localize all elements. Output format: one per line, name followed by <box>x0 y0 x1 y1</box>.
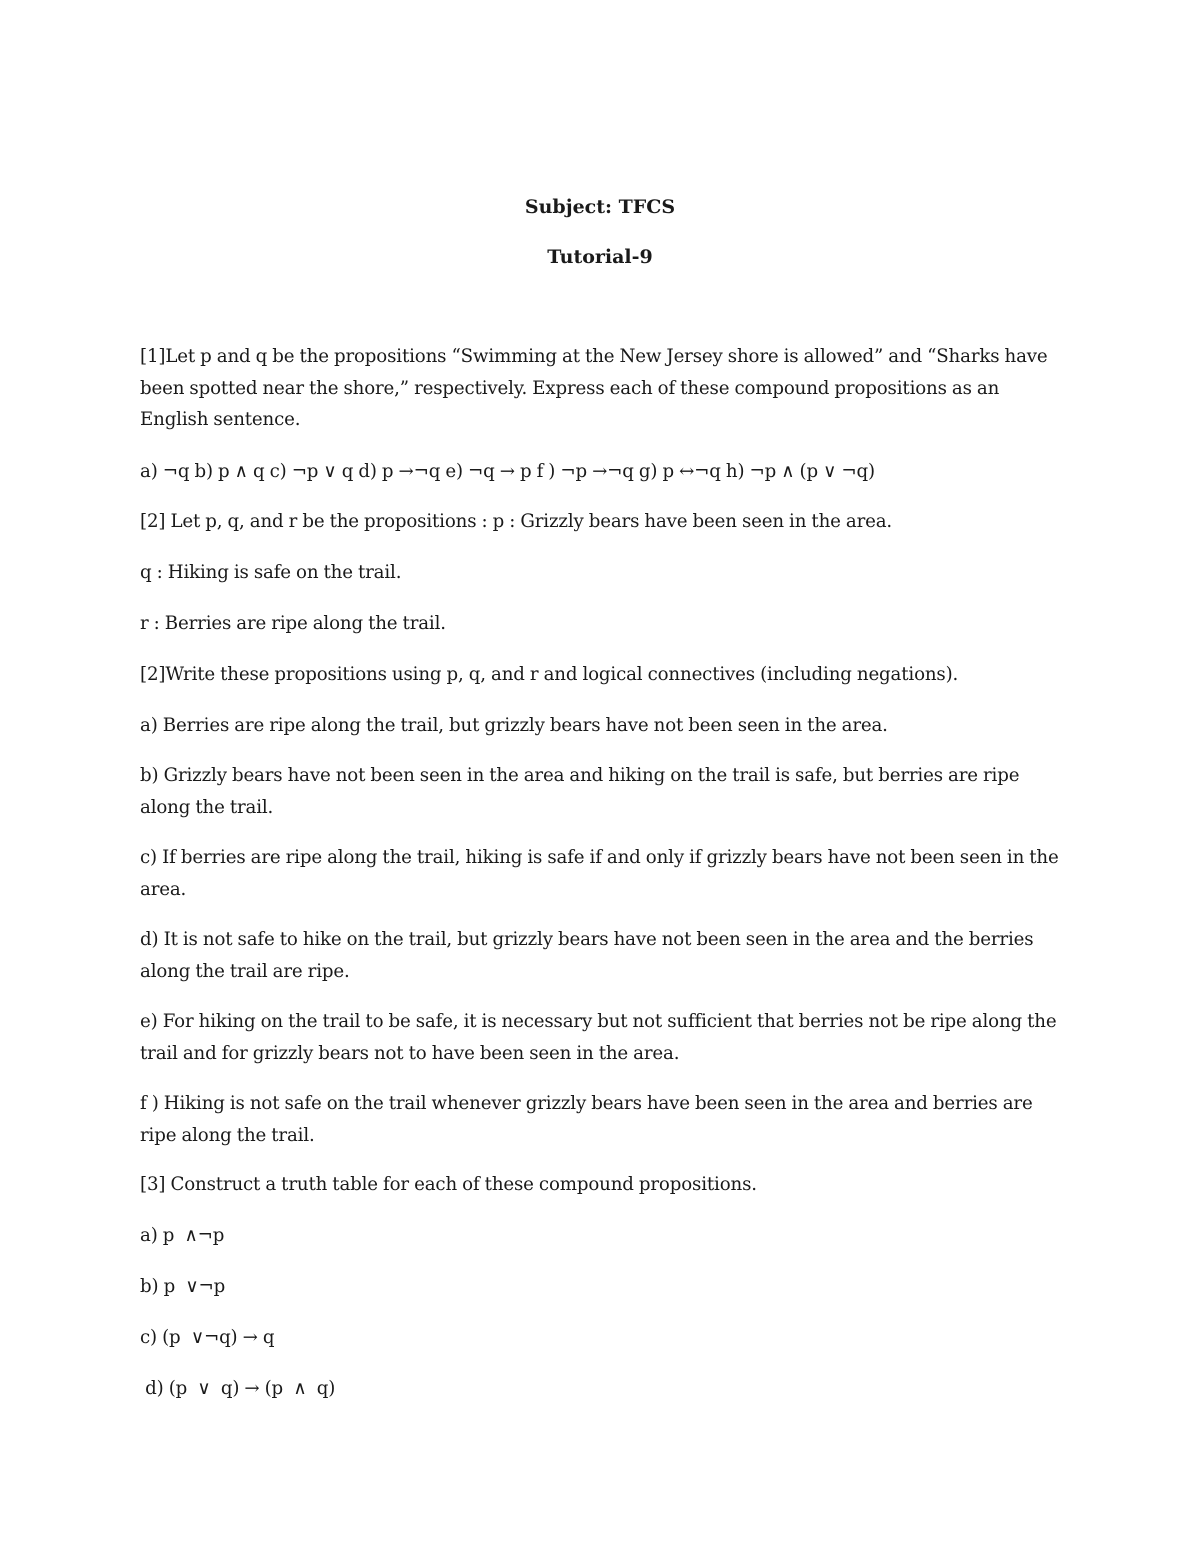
question-2-part-d: d) It is not safe to hike on the trail, but grizzly bears have not been seen in the area and the berries along the trail are ripe. <box>140 929 1034 982</box>
question-3-part-d: d) (p ∨ q) → (p ∧ q) <box>140 1378 336 1399</box>
question-3-part-c: c) (p ∨¬q) → q <box>140 1327 275 1348</box>
question-3-part-a: a) p ∧¬p <box>140 1225 225 1246</box>
proposition-q-definition: q : Hiking is safe on the trail. <box>140 562 402 583</box>
question-3-part-b: b) p ∨¬p <box>140 1276 226 1297</box>
question-2-part-a: a) Berries are ripe along the trail, but grizzly bears have not been seen in the area. <box>140 715 888 736</box>
question-2-instruction: [2]Write these propositions using p, q, and r and logical connectives (including negations). <box>140 664 959 685</box>
proposition-r-definition: r : Berries are ripe along the trail. <box>140 613 446 634</box>
question-2-part-f: f ) Hiking is not safe on the trail whenever grizzly bears have been seen in the area and berries are ripe along the trail. <box>140 1093 1033 1146</box>
question-1-parts: a) ¬q b) p ∧ q c) ¬p ∨ q d) p →¬q e) ¬q → p f ) ¬p →¬q g) p ↔¬q h) ¬p ∧ (p ∨ ¬q) <box>140 461 875 482</box>
subject-heading: Subject: TFCS <box>524 196 676 218</box>
question-1-intro: [1]Let p and q be the propositions “Swimming at the New Jersey shore is allowed” and “Sharks have been spotted near the shore,” respectively. Express each of these compound propositions as an English sentence. <box>140 346 1048 430</box>
question-2-intro: [2] Let p, q, and r be the propositions : p : Grizzly bears have been seen in the area. <box>140 511 893 532</box>
question-3-intro: [3] Construct a truth table for each of these compound propositions. <box>140 1174 757 1195</box>
tutorial-heading: Tutorial-9 <box>547 246 653 268</box>
question-2-part-b: b) Grizzly bears have not been seen in the area and hiking on the trail is safe, but berries are ripe along the trail. <box>140 765 1020 818</box>
question-2-part-c: c) If berries are ripe along the trail, hiking is safe if and only if grizzly bears have not been seen in the area. <box>140 847 1059 900</box>
question-2-part-e: e) For hiking on the trail to be safe, it is necessary but not sufficient that berries not be ripe along the trail and for grizzly bears not to have been seen in the area. <box>140 1011 1057 1064</box>
